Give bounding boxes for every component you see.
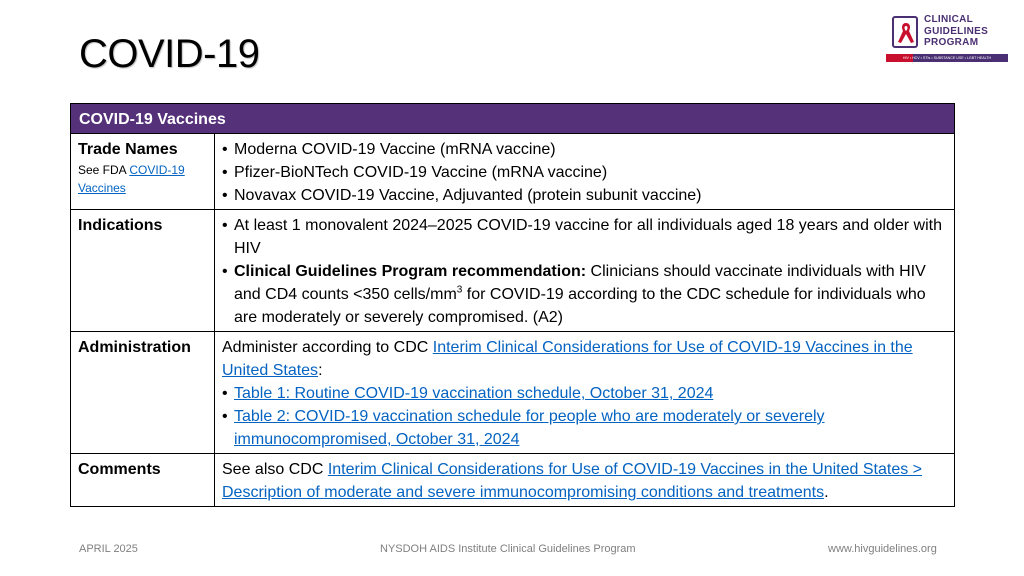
table-row-trade-names: [71, 134, 955, 210]
table-1-schedule-link[interactable]: Table 1: Routine COVID-19 vaccination schedule, October 31, 2024: [234, 385, 714, 402]
administration-intro-suffix: :: [318, 362, 323, 379]
administration-intro: [222, 336, 946, 382]
logo-text: [924, 14, 988, 49]
list-item: • Novavax COVID-19 Vaccine, Adjuvanted (protein subunit vaccine): [222, 184, 946, 207]
administration-label: Administration: [71, 332, 215, 454]
logo-tagline: HIV • HCV • STIs • SUBSTANCE USE • LGBT HEALTH: [886, 54, 1008, 62]
page-title: COVID-19: [79, 32, 260, 76]
superscript: 3: [456, 284, 463, 296]
table-header-row: [71, 104, 955, 134]
comments-prefix: See also CDC: [222, 461, 328, 478]
cdc-interim-considerations-link[interactable]: Interim Clinical Considerations for Use of COVID-19 Vaccines in the United States: [222, 339, 913, 379]
trade-names-list: [222, 138, 946, 207]
footer-org: NYSDOH AIDS Institute Clinical Guidelines Program: [380, 543, 636, 555]
list-item: [222, 260, 946, 329]
fda-covid-vaccines-link[interactable]: COVID-19 Vaccines: [78, 163, 185, 195]
table-row-comments: [71, 454, 955, 507]
recommendation-text-b: for COVID-19 according to the CDC schedule for individuals who are moderately or severely compromised. (A2): [234, 286, 926, 326]
administration-intro-text: Administer according to CDC: [222, 339, 433, 356]
fda-note-prefix: See FDA: [78, 163, 130, 177]
table-row-indications: [71, 210, 955, 332]
trade-names-label: Trade Names: [78, 141, 178, 158]
clinical-guidelines-program-logo: [886, 14, 1008, 64]
logo-line-1: CLINICAL: [924, 14, 974, 25]
table-row-administration: [71, 332, 955, 454]
list-item: • At least 1 monovalent 2024–2025 COVID-19 vaccine for all individuals aged 18 years and older with HIV: [222, 214, 946, 260]
table-header: COVID-19 Vaccines: [71, 104, 955, 134]
indications-list: [222, 214, 946, 329]
administration-content: [215, 332, 955, 454]
recommendation-text-a: Clinicians should vaccinate individuals with HIV and CD4 counts <350 cells/mm: [234, 263, 926, 303]
list-item: • Pfizer-BioNTech COVID-19 Vaccine (mRNA vaccine): [222, 161, 946, 184]
footer-website: www.hivguidelines.org: [828, 543, 937, 555]
logo-line-3: PROGRAM: [924, 37, 979, 48]
trade-names-label-cell: [71, 134, 215, 210]
immunocompromising-conditions-link[interactable]: Interim Clinical Considerations for Use of COVID-19 Vaccines in the United States > Description of moderate and severe immunocompromising conditions and treatments: [222, 461, 923, 501]
logo-line-2: GUIDELINES: [924, 25, 989, 37]
covid-vaccines-table: [70, 103, 955, 507]
list-item: [222, 405, 946, 451]
comments-suffix: .: [824, 484, 829, 501]
recommendation-label: Clinical Guidelines Program recommendation:: [234, 263, 587, 280]
list-item: • Moderna COVID-19 Vaccine (mRNA vaccine): [222, 138, 946, 161]
indications-content: [215, 210, 955, 332]
comments-label: Comments: [71, 454, 215, 507]
table-2-schedule-link[interactable]: Table 2: COVID-19 vaccination schedule for people who are moderately or severely immunocompromised, October 31, 2024: [234, 408, 825, 448]
comments-content: [215, 454, 955, 507]
administration-list: [222, 382, 946, 451]
list-item: [222, 382, 946, 405]
trade-names-content: [215, 134, 955, 210]
ribbon-icon: [892, 16, 918, 48]
fda-note: [78, 161, 206, 197]
indications-label: Indications: [71, 210, 215, 332]
footer-date: APRIL 2025: [79, 543, 138, 555]
